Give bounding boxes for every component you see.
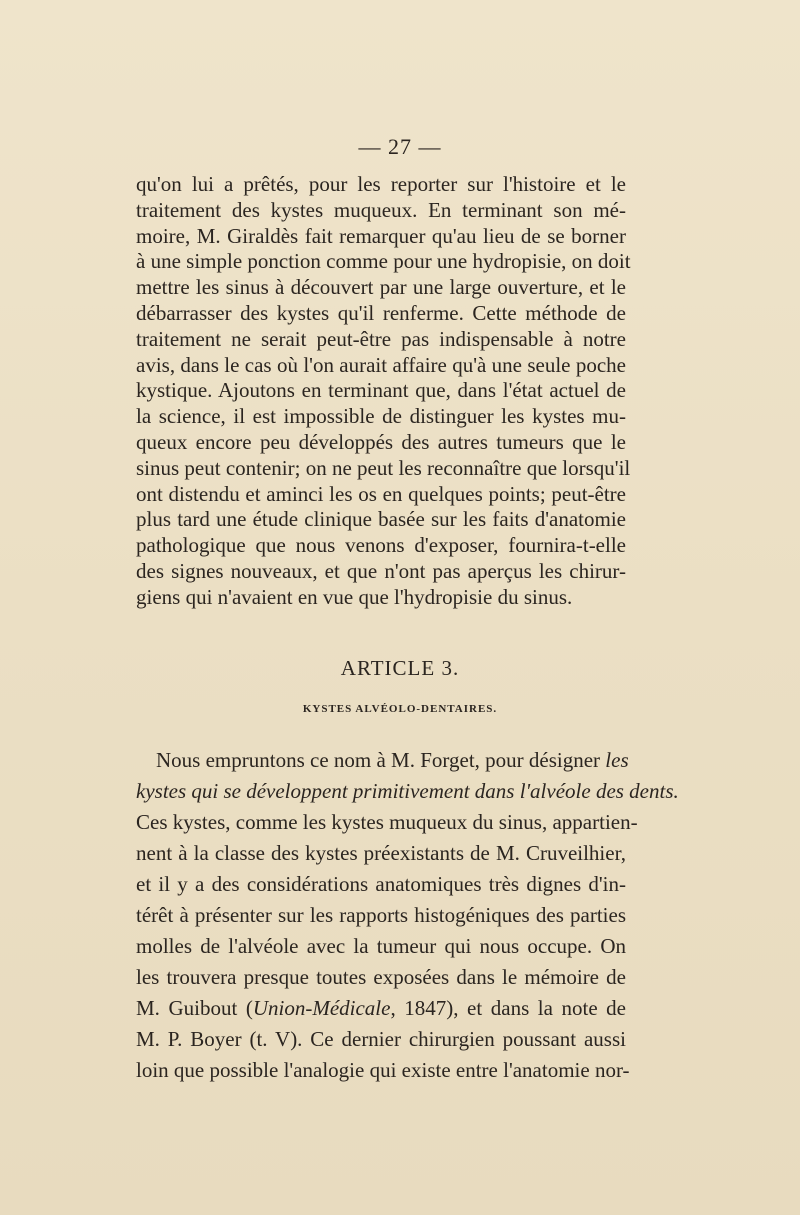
text-line: loin que possible l'analogie qui existe entre l'anatomie nor-	[136, 1058, 630, 1082]
text-line: kystique. Ajoutons en terminant que, dans l'état actuel de	[136, 378, 626, 403]
text-line	[156, 746, 629, 774]
text-line	[136, 994, 626, 1022]
text-line	[136, 777, 679, 805]
text-line: débarrasser des kystes qu'il renferme. Cette méthode de	[136, 301, 626, 325]
page-number: — 27 —	[358, 134, 442, 159]
text-line: la science, il est impossible de distinguer les kystes mu-	[136, 404, 626, 429]
article-title: ARTICLE 3.	[340, 656, 460, 680]
text-line: moire, M. Giraldès fait remarquer qu'au lieu de se borner	[136, 223, 626, 248]
text-line: M. P. Boyer (t. V). Ce dernier chirurgien poussant aussi	[136, 1027, 626, 1051]
text-span: M. Guibout (	[136, 996, 253, 1020]
text-line: pathologique que nous venons d'exposer, fournira-t-elle	[136, 533, 626, 558]
text-line: les trouvera presque toutes exposées dans le mémoire de	[136, 965, 626, 989]
text-span: Nous empruntons ce nom à M. Forget, pour désigner	[156, 748, 606, 772]
text-line: traitement des kystes muqueux. En terminant son mé-	[136, 197, 626, 222]
text-line: à une simple ponction comme pour une hydropisie, on doit	[136, 249, 631, 274]
text-line: traitement ne serait peut-être pas indispensable à notre	[136, 326, 626, 351]
text-line: et il y a des considérations anatomiques très dignes d'in-	[136, 872, 626, 896]
italic-span: les	[605, 748, 629, 772]
text-line: mettre les sinus à découvert par une large ouverture, et le	[136, 275, 626, 300]
text-line: ont distendu et aminci les os en quelques points; peut-être	[136, 481, 626, 506]
text-line: sinus peut contenir; on ne peut les reconnaître que lorsqu'il	[136, 455, 631, 480]
text-line: des signes nouveaux, et que n'ont pas aperçus les chirur-	[136, 559, 626, 583]
text-line: queux encore peu développés des autres tumeurs que le	[136, 430, 626, 454]
text-line: molles de l'alvéole avec la tumeur qui nous occupe. On	[136, 934, 626, 958]
article-subtitle: KYSTES ALVÉOLO-DENTAIRES.	[302, 703, 498, 715]
text-line: plus tard une étude clinique basée sur les faits d'anatomie	[136, 507, 626, 532]
italic-span: Union-Médicale	[252, 996, 391, 1020]
text-line: avis, dans le cas où l'on aurait affaire qu'à une seule poche	[136, 352, 626, 377]
text-line: qu'on lui a prêtés, pour les reporter sur l'histoire et le	[136, 172, 626, 196]
text-line: térêt à présenter sur les rapports histogéniques des parties	[136, 903, 626, 927]
italic-span: kystes qui se développent primitivement dans l'alvéole des dents.	[136, 779, 679, 803]
text-line: giens qui n'avaient en vue que l'hydropisie du sinus.	[136, 584, 573, 609]
text-line: Ces kystes, comme les kystes muqueux du sinus, appartien-	[136, 810, 638, 834]
text-span: , 1847), et dans la note de	[390, 996, 626, 1020]
text-line: nent à la classe des kystes préexistants de M. Cruveilhier,	[136, 841, 626, 865]
